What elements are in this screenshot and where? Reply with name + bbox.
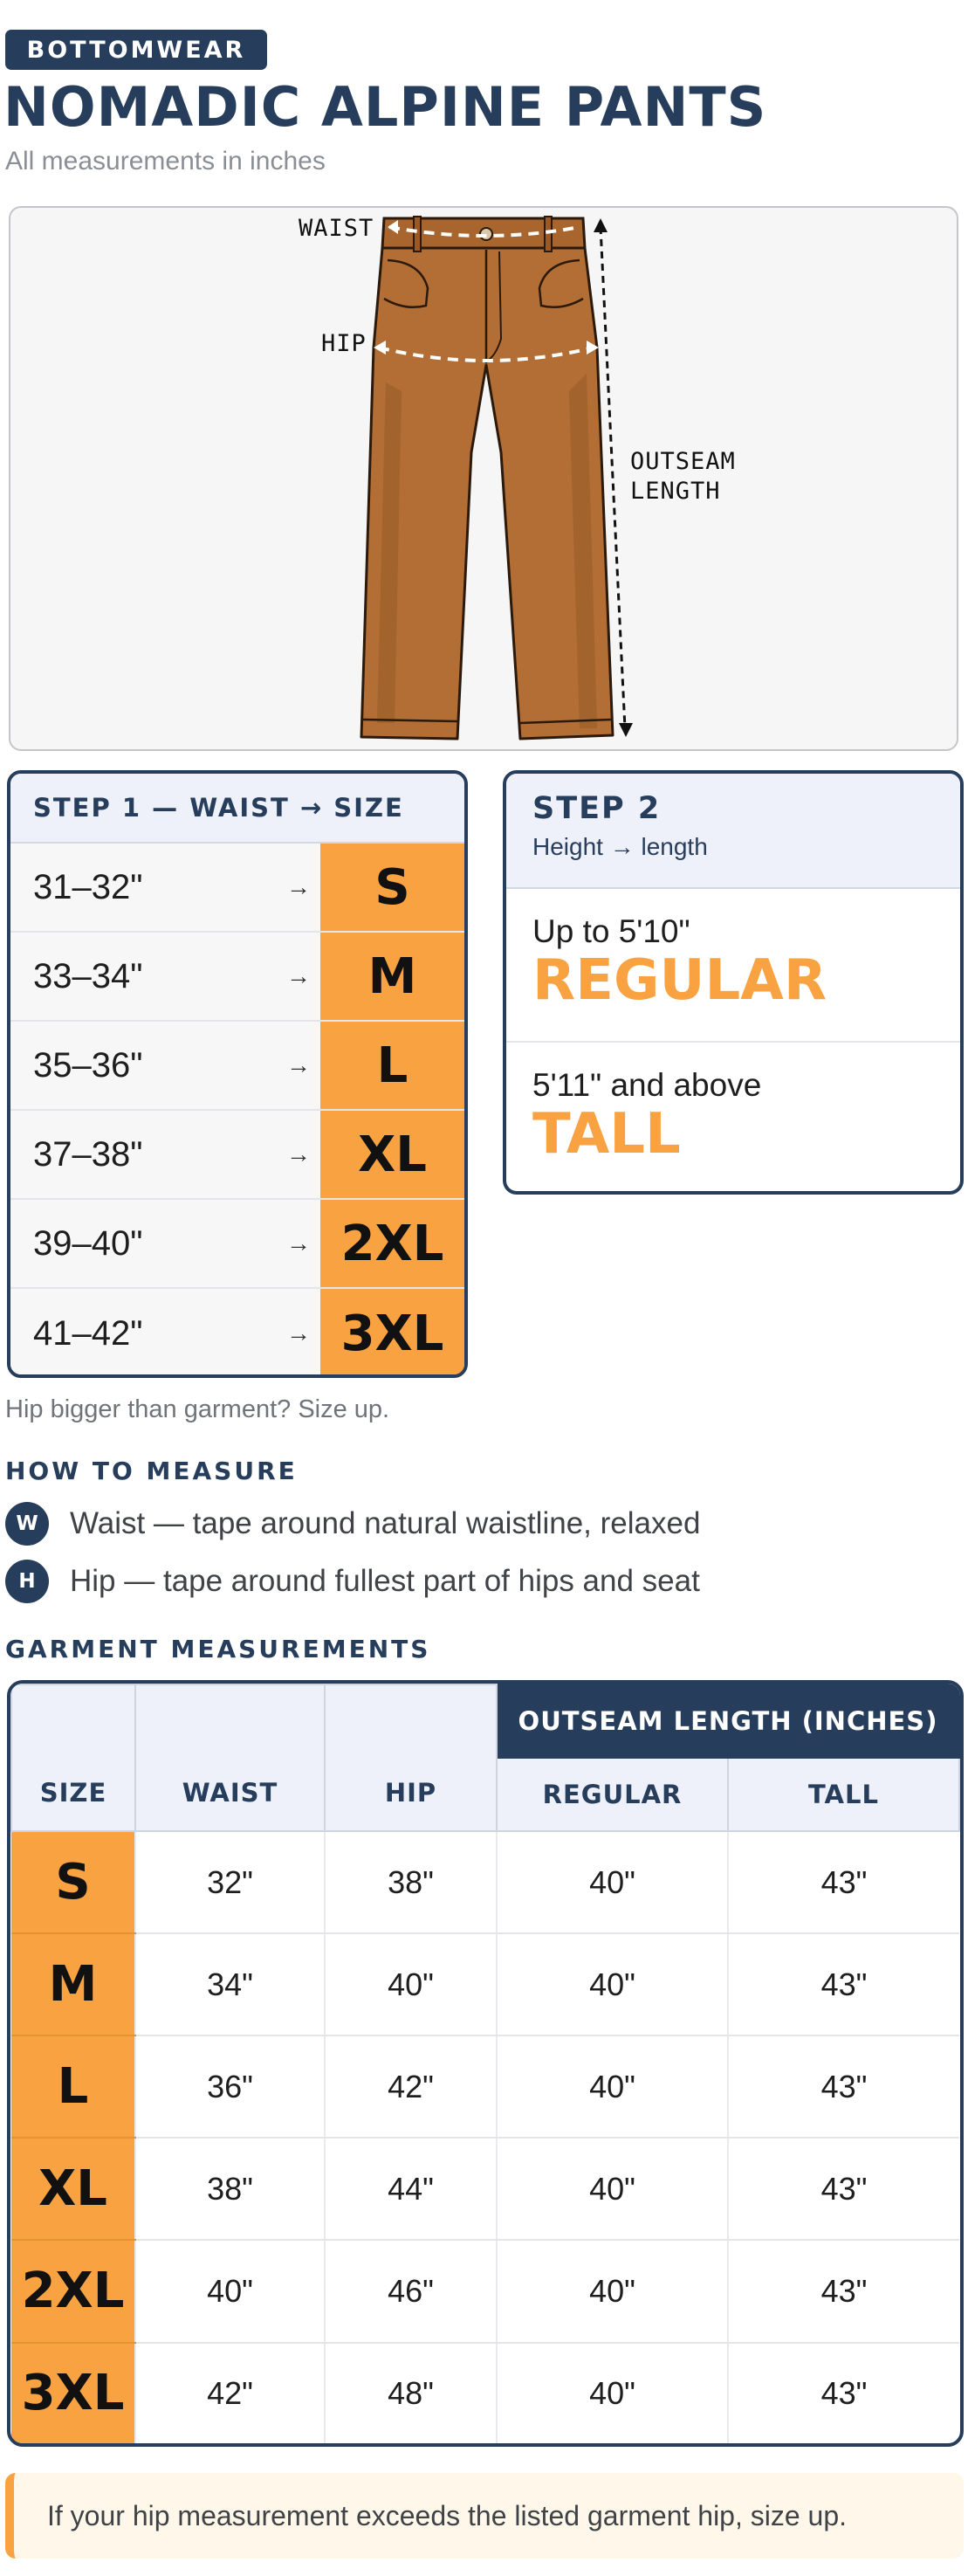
hip-cell: 48" xyxy=(325,2343,497,2443)
outseam-label-line-1: OUTSEAM xyxy=(630,448,736,475)
hip-cell: 44" xyxy=(325,2138,497,2240)
footnote-callout xyxy=(5,2473,964,2559)
regular-cell: 40" xyxy=(497,2035,728,2138)
size-value: 2XL xyxy=(320,1200,464,1287)
size-cell: L xyxy=(11,2035,135,2138)
column-header-waist: WAIST xyxy=(135,1684,325,1831)
waist-range: 35–36" xyxy=(10,1022,277,1109)
hip-cell: 40" xyxy=(325,1933,497,2035)
regular-cell: 40" xyxy=(497,2138,728,2240)
step2-subtitle: Height → length xyxy=(532,833,708,860)
tall-cell: 43" xyxy=(728,2035,959,2138)
arrow-right-icon: → xyxy=(277,844,320,931)
column-header-tall: TALL xyxy=(728,1758,959,1831)
table-row xyxy=(11,2240,959,2342)
outseam-group-header: OUTSEAM LENGTH (INCHES) xyxy=(497,1684,959,1758)
waist-size-row xyxy=(10,1200,464,1289)
waist-cell: 42" xyxy=(135,2343,325,2443)
hip-badge-icon: H xyxy=(5,1560,49,1603)
table-row xyxy=(11,2343,959,2443)
waist-size-row xyxy=(10,1022,464,1111)
arrow-right-icon: → xyxy=(277,1200,320,1287)
hip-cell: 38" xyxy=(325,1831,497,1933)
column-header-hip: HIP xyxy=(325,1684,497,1831)
length-option-tall xyxy=(506,1043,960,1195)
how-to-measure-title: HOW TO MEASURE xyxy=(5,1457,298,1485)
hip-cell: 42" xyxy=(325,2035,497,2138)
length-value: TALL xyxy=(532,1102,681,1167)
table-row xyxy=(11,1933,959,2035)
column-header-regular: REGULAR xyxy=(497,1758,728,1831)
waist-cell: 34" xyxy=(135,1933,325,2035)
outseam-label-line-2: LENGTH xyxy=(630,478,721,505)
waist-cell: 38" xyxy=(135,2138,325,2240)
step2-title: STEP 2 xyxy=(532,791,662,826)
waist-cell: 36" xyxy=(135,2035,325,2138)
table-row xyxy=(11,2035,959,2138)
category-badge: BOTTOMWEAR xyxy=(5,30,267,70)
waist-size-row xyxy=(10,1111,464,1200)
arrow-right-icon: → xyxy=(277,1289,320,1378)
regular-cell: 40" xyxy=(497,1933,728,2035)
hip-cell: 46" xyxy=(325,2240,497,2342)
tall-cell: 43" xyxy=(728,1831,959,1933)
size-cell: S xyxy=(11,1831,135,1933)
size-value: S xyxy=(320,844,464,931)
regular-cell: 40" xyxy=(497,2343,728,2443)
tall-cell: 43" xyxy=(728,2240,959,2342)
size-value: M xyxy=(320,933,464,1020)
page-subtitle: All measurements in inches xyxy=(5,147,326,176)
size-cell: M xyxy=(11,1933,135,2035)
step1-waist-to-size-card xyxy=(7,770,468,1378)
step2-height-to-length-card xyxy=(503,770,964,1195)
height-condition: Up to 5'10" xyxy=(532,913,690,949)
arrow-right-icon: → xyxy=(277,1022,320,1109)
footnote-text: If your hip measurement exceeds the listed garment hip, size up. xyxy=(47,2499,848,2531)
page-title: NOMADIC ALPINE PANTS xyxy=(3,75,767,139)
waist-badge-icon: W xyxy=(5,1502,49,1546)
outseam-label xyxy=(630,447,736,506)
waist-cell: 40" xyxy=(135,2240,325,2342)
pants-illustration xyxy=(10,208,960,753)
waist-cell: 32" xyxy=(135,1831,325,1933)
size-value: L xyxy=(320,1022,464,1109)
waist-size-row xyxy=(10,844,464,933)
garment-measurements-title: GARMENT MEASUREMENTS xyxy=(5,1635,431,1663)
size-value: 3XL xyxy=(320,1289,464,1378)
measure-instruction: Waist — tape around natural waistline, relaxed xyxy=(70,1506,701,1540)
waist-range: 33–34" xyxy=(10,933,277,1020)
hip-size-up-note: Hip bigger than garment? Size up. xyxy=(5,1395,390,1423)
waist-size-row xyxy=(10,933,464,1022)
table-row xyxy=(11,2138,959,2240)
waist-size-row xyxy=(10,1289,464,1378)
measure-instruction: Hip — tape around fullest part of hips and seat xyxy=(70,1564,700,1598)
waist-range: 39–40" xyxy=(10,1200,277,1287)
outseam-arrow-down-icon xyxy=(619,723,633,737)
waist-label: WAIST xyxy=(299,215,374,242)
step1-title: STEP 1 — WAIST → SIZE xyxy=(10,774,464,844)
outseam-arrow-up-icon xyxy=(594,218,608,232)
measure-item-waist xyxy=(5,1502,700,1546)
measure-item-hip xyxy=(5,1560,700,1603)
size-cell: 3XL xyxy=(11,2343,135,2443)
step2-header xyxy=(506,774,960,889)
hip-label: HIP xyxy=(321,330,367,357)
arrow-right-icon: → xyxy=(277,1111,320,1198)
arrow-right-icon: → xyxy=(277,933,320,1020)
length-value: REGULAR xyxy=(532,948,827,1013)
waist-range: 37–38" xyxy=(10,1111,277,1198)
pants-measurement-figure xyxy=(9,206,958,751)
tall-cell: 43" xyxy=(728,1933,959,2035)
table-row xyxy=(11,1831,959,1933)
column-header-size: SIZE xyxy=(11,1684,135,1831)
length-option-regular xyxy=(506,889,960,1043)
tall-cell: 43" xyxy=(728,2138,959,2240)
waist-range: 31–32" xyxy=(10,844,277,931)
size-cell: XL xyxy=(11,2138,135,2240)
size-cell: 2XL xyxy=(11,2240,135,2342)
height-condition: 5'11" and above xyxy=(532,1067,762,1103)
waist-range: 41–42" xyxy=(10,1289,277,1378)
garment-measurements-table xyxy=(7,1680,964,2447)
size-value: XL xyxy=(320,1111,464,1198)
regular-cell: 40" xyxy=(497,2240,728,2342)
tall-cell: 43" xyxy=(728,2343,959,2443)
regular-cell: 40" xyxy=(497,1831,728,1933)
